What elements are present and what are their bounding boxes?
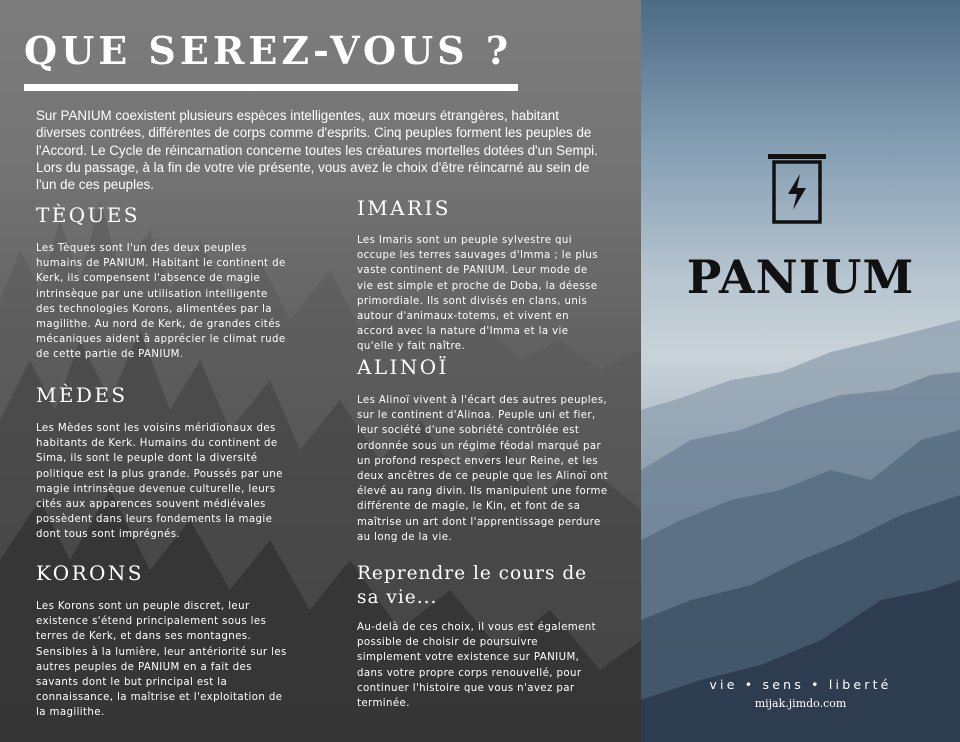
medes-heading: MÈDES [36, 383, 128, 407]
imaris-heading: IMARIS [357, 196, 451, 220]
page-title: QUE SEREZ-VOUS ? [24, 28, 513, 73]
korons-text: Les Korons sont un peuple discret, leur existence s'étend principalement sous les terres de Kerk, et dans ses montagnes. Sensibles à la lumière, leur antériorité sur les autres peuples de PANIUM en a fait des savants dont le but principal est la connaissance, la maîtrise et l'exploitation de la magilithe. [36, 601, 287, 719]
mountains-background [641, 0, 960, 742]
title-underline [24, 84, 518, 91]
brand-name: PANIUM [686, 250, 915, 304]
intro-paragraph: Sur PANIUM coexistent plusieurs espèces intelligentes, aux mœurs étrangères, habitant diverses contrées, différentes de corps comme d'esprits. Cinq peuples forment les peuples de l'Accord. Le Cycle de réincarnation concerne toutes les créatures mortelles dotées d'un Sempi. Lors du passage, à la fin de votre vie présente, vous avez le choix d'être réincarné au sein de l'un de ces peuples. [36, 108, 598, 193]
alinoi-heading: ALINOÏ [357, 355, 449, 379]
alinoi-text: Les Alinoï vivent à l'écart des autres peuples, sur le continent d'Alinoa. Peuple uni et fier, leur société d'une sobriété contrôlée est ordonnée sous un régime féodal marqué par un profond respect envers leur Reine, et les deux ancêtres de ce peuple que les Alinoï ont élevé au rang divin. Ils manipulent une forme différente de magie, le Kin, et font de sa maîtrise un art dont l'apprentissage perdure au long de la vie. [357, 395, 609, 543]
teques-heading: TÈQUES [36, 203, 140, 227]
tagline: vie • sens • liberté [709, 677, 892, 692]
reprendre-heading: Reprendre le cours de sa vie... [357, 563, 588, 608]
website-link[interactable]: mijak.jimdo.com [754, 697, 847, 710]
teques-text: Les Tèques sont l'un des deux peuples humains de PANIUM. Habitant le continent de Kerk, ils compensent l'absence de magie intrinsèque par une utilisation intelligente des technologies Korons, alimentées par la magilithe. Au nord de Kerk, de grandes cités mécaniques aident à apprécier le climat rude de cette partie de PANIUM. [36, 243, 286, 361]
reprendre-text: Au-delà de ces choix, il vous est également possible de choisir de poursuivre simplement votre existence sur PANIUM, dans votre propre corps renouvellé, pour continuer l'histoire que vous n'avez par terminée. [357, 622, 597, 710]
medes-text: Les Mèdes sont les voisins méridionaux des habitants de Kerk. Humains du continent de Sima, ils sont le peuple dont la diversité politique est la plus grande. Poussés par une magie intrinsèque devenue culturelle, leurs cités aux apparences souvent médiévales possèdent dans leurs fondements la magie dont tous sont imprégnés. [36, 423, 283, 541]
korons-heading: KORONS [36, 561, 144, 585]
imaris-text: Les Imaris sont un peuple sylvestre qui occupe les terres sauvages d'Imma ; le plus vaste continent de PANIUM. Leur mode de vie est simple et proche de Doba, la déesse primordiale. Ils sont divisés en clans, unis autour d'animaux-totems, et vivent en accord avec la nature d'Imma et la vie qu'elle y fait naître. [357, 235, 598, 353]
right-panel [641, 0, 960, 742]
lightning-frame-icon [764, 152, 830, 228]
